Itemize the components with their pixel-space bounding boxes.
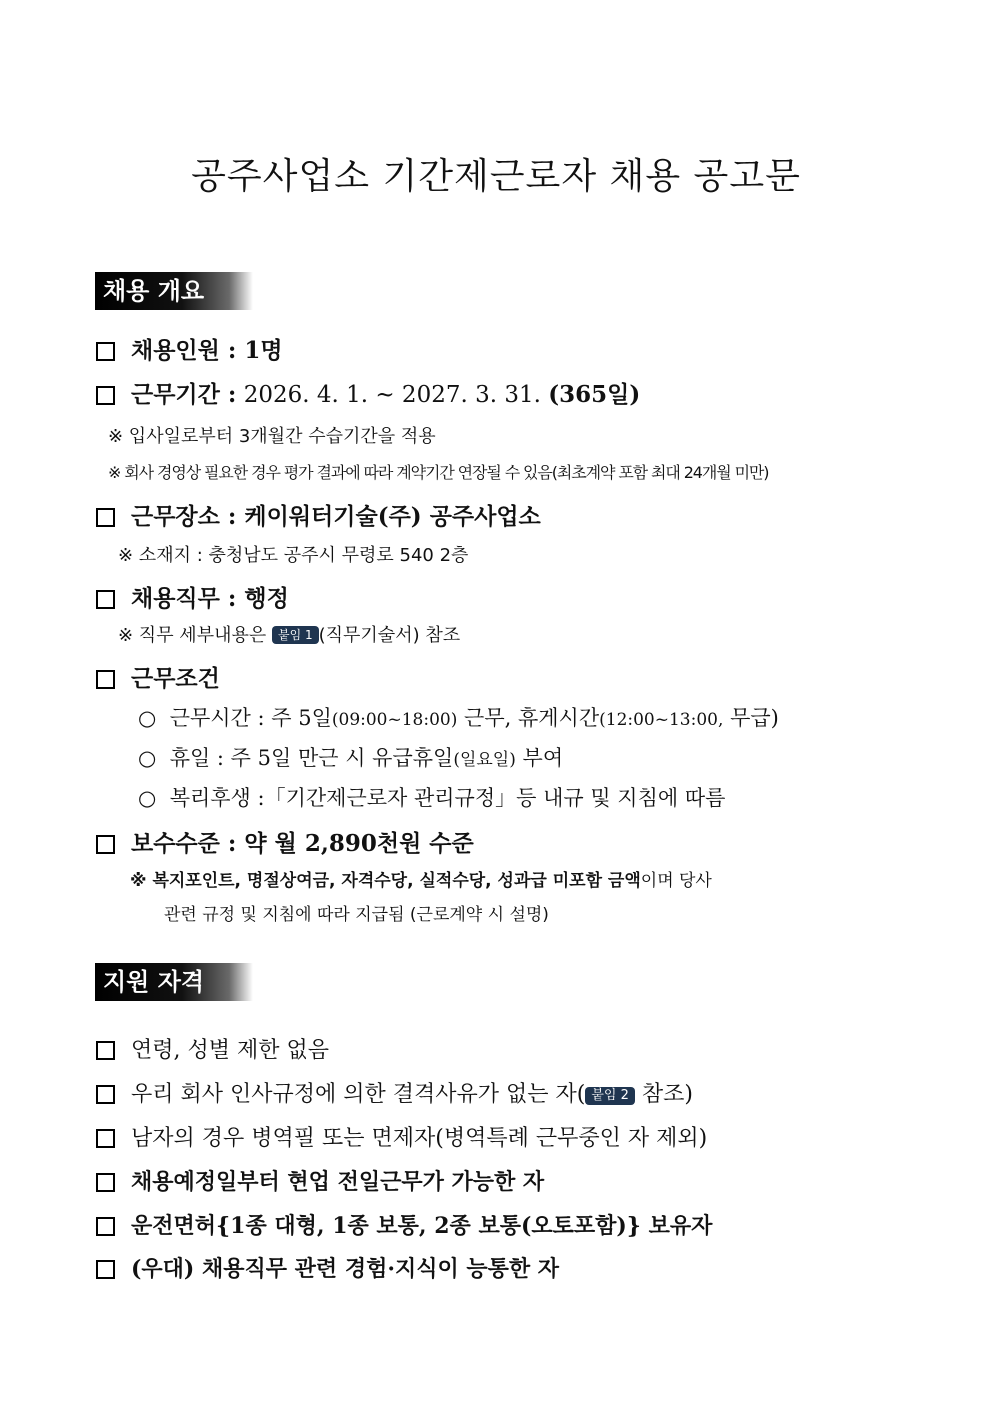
section-header-qualification: 지원 자격 [95, 963, 253, 1001]
page-title: 공주사업소 기간제근로자 채용 공고문 [191, 156, 801, 197]
checkbox-icon [96, 1129, 115, 1148]
location-value: 케이워터기술(주) 공주사업소 [244, 503, 541, 530]
checkbox-icon [96, 1217, 115, 1236]
duty-note-post: (직무기술서) 참조 [318, 625, 461, 646]
period-row [96, 376, 640, 409]
salary-label: 보수수준 : [131, 830, 237, 857]
period-note-extension: ※ 회사 경영상 필요한 경우 평가 결과에 따라 계약기간 연장될 수 있음(최초계약 포함 최대 24개월 미만) [108, 463, 769, 482]
qualification-item: 운전면허{1종 대형, 1종 보통, 2종 보통(오토포함)} 보유자 [96, 1209, 712, 1240]
duty-note [118, 621, 460, 647]
checkbox-icon [96, 386, 115, 405]
duty-row [96, 580, 289, 613]
attachment-badge-1: 붙임 1 [272, 626, 319, 644]
checkbox-icon [96, 1085, 115, 1104]
headcount-value: 1명 [244, 337, 283, 364]
checkbox-icon [96, 1260, 115, 1279]
qualification-item: 우리 회사 인사규정에 의한 결격사유가 없는 자( 붙임 2 참조) [96, 1077, 693, 1108]
qualification-item: 연령, 성별 제한 없음 [96, 1033, 329, 1064]
salary-note: ※ 복지포인트, 명절상여금, 자격수당, 실적수당, 성과급 미포함 금액이며 당사 [130, 871, 712, 891]
qualification-item: 채용예정일부터 현업 전일근무가 가능한 자 [96, 1165, 544, 1196]
duty-label: 채용직무 : [131, 585, 237, 612]
checkbox-icon [96, 508, 115, 527]
checkbox-icon [96, 342, 115, 361]
salary-value: 약 월 2,890천원 수준 [244, 830, 474, 857]
bullet-icon: ○ [138, 706, 157, 730]
section-header-overview: 채용 개요 [95, 272, 253, 310]
period-value: 2026. 4. 1. ~ 2027. 3. 31. [243, 382, 541, 408]
attachment-badge-2: 붙임 2 [585, 1087, 635, 1105]
location-row [96, 498, 541, 531]
qualification-item: (우대) 채용직무 관련 경험·지식이 능통한 자 [96, 1252, 559, 1283]
duty-value: 행정 [244, 585, 289, 612]
qualification-item: 남자의 경우 병역필 또는 면제자(병역특례 근무중인 자 제외) [96, 1121, 707, 1152]
condition-item-welfare: ○ 복리후생 :「기간제근로자 관리규정」등 내규 및 지침에 따름 [138, 786, 726, 810]
headcount-row [96, 332, 283, 365]
period-note-probation: ※ 입사일로부터 3개월간 수습기간을 적용 [108, 426, 436, 447]
headcount-label: 채용인원 : [131, 337, 237, 364]
checkbox-icon [96, 590, 115, 609]
salary-note-line2: 관련 규정 및 지침에 따라 지급됨 (근로계약 시 설명) [164, 905, 549, 925]
condition-item-hours: ○ 근무시간 : 주 5일(09:00~18:00) 근무, 휴게시간(12:00~13:00, 무급) [138, 706, 779, 730]
checkbox-icon [96, 670, 115, 689]
bullet-icon: ○ [138, 786, 157, 810]
salary-row [96, 825, 474, 858]
period-label: 근무기간 : [131, 381, 237, 408]
bullet-icon: ○ [138, 746, 157, 770]
location-label: 근무장소 : [131, 503, 237, 530]
checkbox-icon [96, 1173, 115, 1192]
duty-note-pre: ※ 직무 세부내용은 [118, 625, 267, 646]
checkbox-icon [96, 1041, 115, 1060]
location-note: ※ 소재지 : 충청남도 공주시 무령로 540 2층 [118, 545, 469, 566]
condition-item-holiday: ○ 휴일 : 주 5일 만근 시 유급휴일(일요일) 부여 [138, 746, 564, 770]
conditions-label: 근무조건 [131, 665, 220, 692]
conditions-row [96, 660, 220, 693]
period-days: (365일) [548, 381, 641, 408]
checkbox-icon [96, 835, 115, 854]
